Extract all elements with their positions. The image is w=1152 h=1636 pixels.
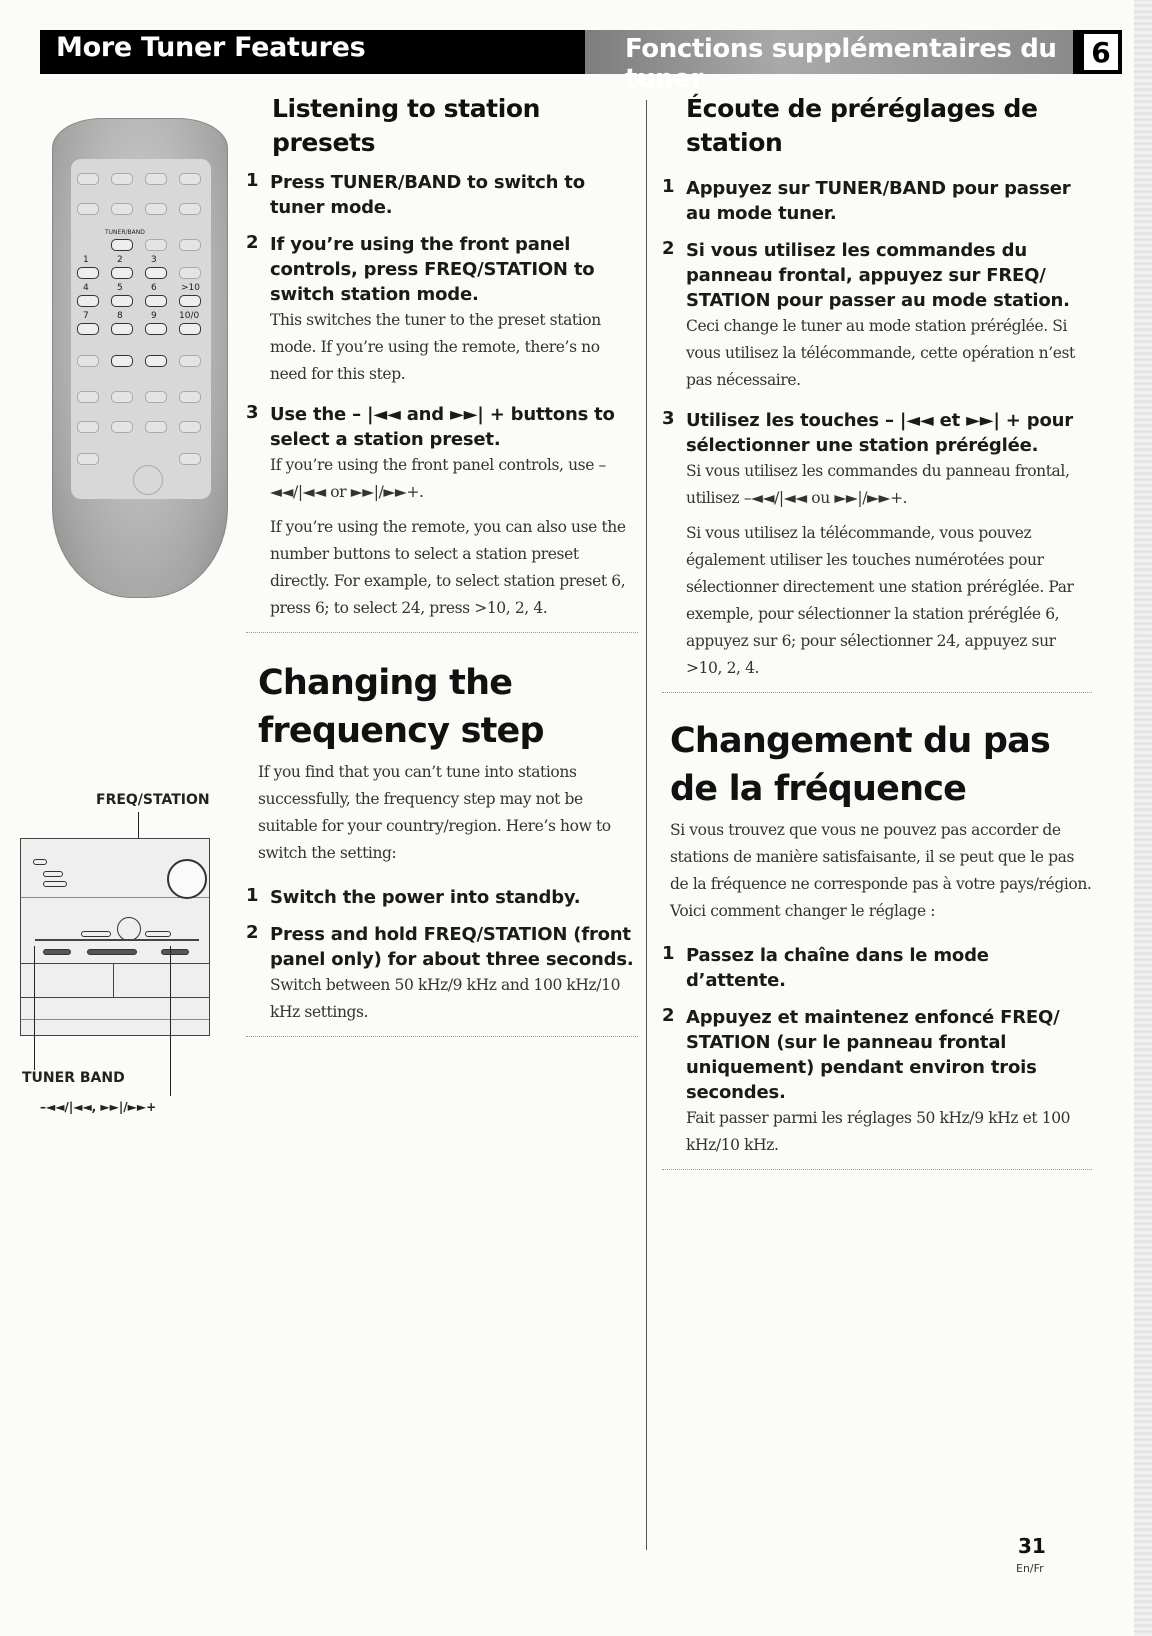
remote-dial (133, 465, 163, 495)
remote-button (179, 267, 201, 279)
leader-line (34, 946, 35, 1070)
step-number: 3 (662, 408, 675, 429)
remote-next-button (145, 355, 167, 367)
en-preset-step-3 (246, 402, 638, 622)
remote-button (111, 173, 133, 185)
page-header (40, 30, 1111, 94)
remote-num-label: 8 (117, 311, 123, 321)
unit-buttons-label: –◄◄/|◄◄, ►►|/►►+ (40, 1100, 157, 1114)
en-preset-step-2 (246, 232, 638, 388)
remote-number-button (111, 323, 133, 335)
panel-button (161, 949, 189, 955)
step-body: If you’re using the front panel controls, use –◄◄/|◄◄ or ►►|/►►+. (270, 456, 606, 501)
remote-button (145, 239, 167, 251)
step-body: Ceci change le tuner au mode station préréglée. Si vous utilisez la télécommande, cette opération n’est pas nécessaire. (686, 317, 1075, 389)
section-rule (246, 1036, 638, 1037)
remote-face (71, 159, 211, 499)
step-body: This switches the tuner to the preset station mode. If you’re using the remote, there’s no need for this step. (270, 311, 601, 383)
step-number: 1 (246, 170, 259, 191)
remote-num-label: 9 (151, 311, 157, 321)
step-number: 2 (246, 232, 259, 253)
remote-control-illustration (52, 118, 228, 598)
page-number: 31 (1018, 1534, 1046, 1558)
fr-presets-heading: Écoute de préréglages de station (686, 94, 1038, 157)
panel-line (21, 1019, 209, 1020)
fr-frequency-intro: Si vous trouvez que vous ne pouvez pas accorder de stations de manière satisfaisante, il se peut que le pas de la fréquence ne corresponde pas à votre pays/région. Voici comment changer le réglage : (670, 821, 1092, 920)
step-number: 1 (662, 943, 675, 964)
step-title: Switch the power into standby. (270, 887, 581, 908)
fr-preset-step-3 (662, 408, 1092, 682)
en-presets-heading: Listening to station presets (272, 94, 541, 157)
section-rule (662, 692, 1092, 693)
step-title: Use the – |◄◄ and ►►| + buttons to select a station preset. (270, 404, 615, 450)
en-frequency-intro: If you find that you can’t tune into stations successfully, the frequency step may not be suitable for your country/region. Here’s how to switch the setting: (258, 763, 611, 862)
panel-slot (33, 859, 47, 865)
step-body: Switch between 50 kHz/9 kHz and 100 kHz/10 kHz settings. (270, 976, 621, 1021)
fr-frequency-heading: Changement du pas de la fréquence (670, 721, 1051, 809)
step-number: 2 (662, 1005, 675, 1026)
fr-freq-step-2 (662, 1005, 1092, 1159)
step-number: 3 (246, 402, 259, 423)
remote-button (77, 355, 99, 367)
header-title-en: More Tuner Features (56, 32, 366, 63)
remote-button (179, 203, 201, 215)
remote-prev-button (111, 355, 133, 367)
panel-button (43, 949, 71, 955)
step-body-remote: If you’re using the remote, you can also use the number buttons to select a station preset directly. For example, to select station preset 6, press 6; to select 24, press >10, 2, 4. (270, 518, 626, 617)
leader-line (170, 946, 171, 1096)
step-title: If you’re using the front panel controls, press FREQ/STATION to switch station mode. (270, 234, 595, 305)
remote-number-button (179, 323, 201, 335)
step-number: 1 (662, 176, 675, 197)
remote-num-label: >10 (181, 283, 200, 293)
step-title: Appuyez sur TUNER/BAND pour passer au mode tuner. (686, 178, 1071, 224)
panel-line (21, 963, 209, 964)
remote-button (77, 391, 99, 403)
remote-button (111, 203, 133, 215)
front-panel-illustration (20, 838, 210, 1036)
remote-num-label: 3 (151, 255, 157, 265)
remote-button (179, 355, 201, 367)
remote-num-label: 4 (83, 283, 89, 293)
remote-button (179, 453, 201, 465)
volume-knob (167, 859, 207, 899)
panel-line (21, 997, 209, 998)
en-preset-step-1 (246, 170, 638, 220)
french-column (662, 92, 1092, 1170)
step-body-remote: Si vous utilisez la télécommande, vous pouvez également utiliser les touches numérotées pour sélectionner directement une station préréglée. Par exemple, pour sélectionner la station préréglée 6, appuyez sur 6; pour sélectionner 24, appuyez sur >10, 2, 4. (686, 524, 1074, 677)
panel-slot (81, 931, 111, 937)
column-divider (646, 100, 647, 1550)
en-freq-step-1 (246, 885, 638, 910)
en-frequency-heading: Changing the frequency step (258, 663, 544, 751)
unit-freq-station-label: FREQ/STATION (96, 792, 210, 808)
remote-num-label: 1 (83, 255, 89, 265)
fr-preset-step-2 (662, 238, 1092, 394)
en-freq-step-2 (246, 922, 638, 1026)
remote-button (77, 421, 99, 433)
remote-number-button (77, 267, 99, 279)
remote-button (77, 173, 99, 185)
step-body: Si vous utilisez les commandes du panneau frontal, utilisez –◄◄/|◄◄ ou ►►|/►►+. (686, 462, 1070, 507)
remote-button (145, 391, 167, 403)
fr-freq-step-1 (662, 943, 1092, 993)
remote-number-button (77, 323, 99, 335)
remote-button (111, 421, 133, 433)
language-code: En/Fr (1016, 1562, 1044, 1575)
header-fr-band (585, 30, 1073, 94)
remote-button (179, 173, 201, 185)
section-rule (662, 1169, 1092, 1170)
step-title: Si vous utilisez les commandes du panneau frontal, appuyez sur FREQ/ STATION pour passer au mode station. (686, 240, 1070, 311)
remote-number-button (145, 323, 167, 335)
step-title: Press and hold FREQ/STATION (front panel only) for about three seconds. (270, 924, 634, 970)
step-number: 1 (246, 885, 259, 906)
english-column (246, 92, 638, 1037)
page-edge-shading (1134, 0, 1152, 1636)
remote-button (179, 421, 201, 433)
section-rule (246, 632, 638, 633)
unit-tuner-band-label: TUNER BAND (22, 1070, 125, 1086)
remote-number-button (145, 267, 167, 279)
step-title: Press TUNER/BAND to switch to tuner mode. (270, 172, 585, 218)
step-number: 2 (246, 922, 259, 943)
panel-line (35, 939, 199, 941)
remote-number-button (179, 295, 201, 307)
remote-button (77, 453, 99, 465)
panel-slot (43, 881, 67, 887)
remote-button (145, 203, 167, 215)
remote-tuner-band-button (111, 239, 133, 251)
panel-button (87, 949, 137, 955)
step-title: Appuyez et maintenez enfoncé FREQ/ STATION (sur le panneau frontal uniquement) pendant environ trois secondes. (686, 1007, 1060, 1103)
chapter-number: 6 (1091, 36, 1111, 69)
chapter-badge (1080, 30, 1122, 74)
remote-num-label: 10/0 (179, 311, 200, 321)
step-body: Fait passer parmi les réglages 50 kHz/9 kHz et 100 kHz/10 kHz. (686, 1109, 1071, 1154)
remote-number-button (111, 267, 133, 279)
step-title: Utilisez les touches – |◄◄ et ►►| + pour sélectionner une station préréglée. (686, 410, 1073, 456)
panel-slot (145, 931, 171, 937)
panel-slot (43, 871, 63, 877)
remote-number-button (111, 295, 133, 307)
remote-num-label: 5 (117, 283, 123, 293)
header-title-fr: Fonctions supplémentaires du tuner (625, 34, 1057, 94)
remote-tuner-band-label: TUNER/BAND (105, 229, 145, 236)
step-number: 2 (662, 238, 675, 259)
remote-button (145, 421, 167, 433)
jog-knob (117, 917, 141, 941)
remote-num-label: 6 (151, 283, 157, 293)
remote-button (77, 203, 99, 215)
remote-button (145, 173, 167, 185)
remote-num-label: 2 (117, 255, 123, 265)
remote-button (179, 239, 201, 251)
remote-number-button (145, 295, 167, 307)
remote-num-label: 7 (83, 311, 89, 321)
remote-button (179, 391, 201, 403)
fr-preset-step-1 (662, 176, 1092, 226)
remote-number-button (77, 295, 99, 307)
panel-line (113, 963, 114, 997)
remote-button (111, 391, 133, 403)
step-title: Passez la chaîne dans le mode d’attente. (686, 945, 989, 991)
